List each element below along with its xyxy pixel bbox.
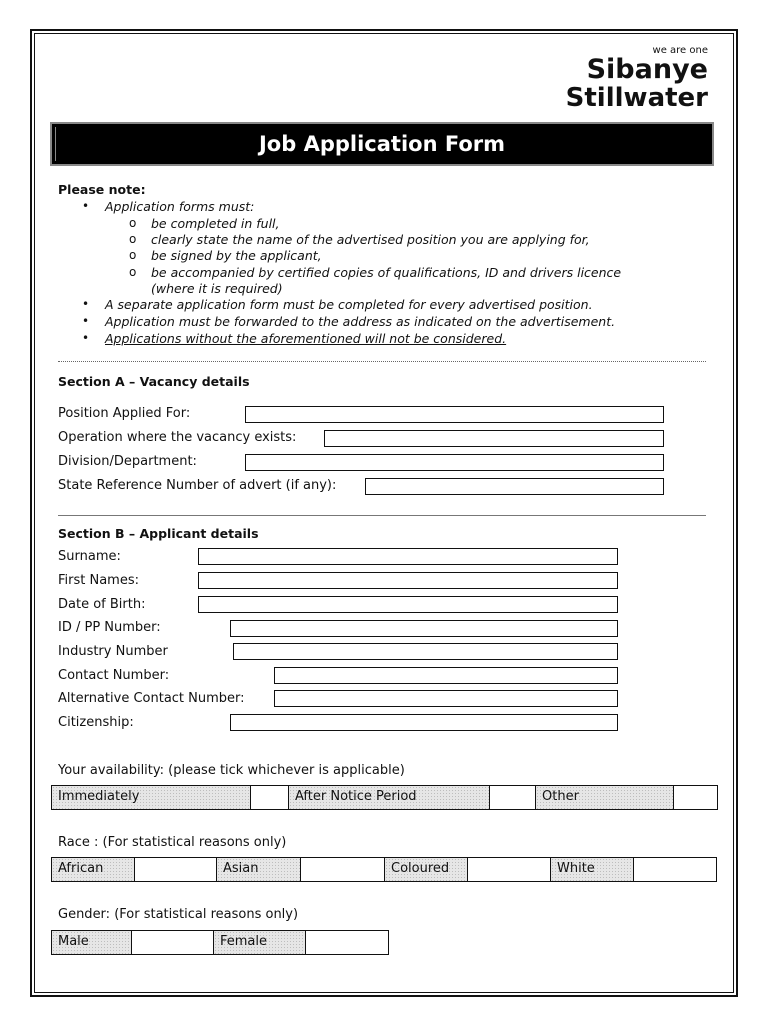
bullet-circle: o xyxy=(129,232,137,246)
race-coloured-label: Coloured xyxy=(385,858,468,881)
id-number-label: ID / PP Number: xyxy=(58,620,161,635)
availability-immediately-label: Immediately xyxy=(52,786,251,809)
divider xyxy=(58,361,706,362)
surname-label: Surname: xyxy=(58,549,121,564)
race-white-label: White xyxy=(551,858,634,881)
gender-question: Gender: (For statistical reasons only) xyxy=(58,907,299,922)
availability-question: Your availability: (please tick whichever is applicable) xyxy=(58,763,405,778)
division-label: Division/Department: xyxy=(58,454,197,469)
race-asian-checkbox[interactable] xyxy=(301,858,385,881)
race-coloured-checkbox[interactable] xyxy=(468,858,551,881)
availability-notice-label: After Notice Period xyxy=(289,786,490,809)
race-options xyxy=(51,857,717,882)
gender-male-label: Male xyxy=(52,931,132,954)
surname-input[interactable] xyxy=(198,548,618,565)
operation-label: Operation where the vacancy exists: xyxy=(58,430,297,445)
availability-immediately-checkbox[interactable] xyxy=(251,786,289,809)
race-african-label: African xyxy=(52,858,135,881)
logo-line1: Sibanye xyxy=(586,54,708,85)
citizenship-input[interactable] xyxy=(230,714,618,731)
divider xyxy=(58,515,706,516)
bullet-circle: o xyxy=(129,216,137,230)
section-b-heading: Section B – Applicant details xyxy=(58,526,259,541)
section-a-heading: Section A – Vacancy details xyxy=(58,374,250,389)
note-line: A separate application form must be completed for every advertised position. xyxy=(105,297,593,312)
operation-input[interactable] xyxy=(324,430,664,447)
bullet-circle: o xyxy=(129,248,137,262)
division-input[interactable] xyxy=(245,454,664,471)
bullet-dot: • xyxy=(82,331,90,345)
availability-other-label: Other xyxy=(536,786,674,809)
contact-number-input[interactable] xyxy=(274,667,618,684)
reference-label: State Reference Number of advert (if any): xyxy=(58,478,337,493)
bullet-dot: • xyxy=(82,314,90,328)
industry-number-label: Industry Number xyxy=(58,644,168,659)
dob-input[interactable] xyxy=(198,596,618,613)
availability-notice-checkbox[interactable] xyxy=(490,786,536,809)
dob-label: Date of Birth: xyxy=(58,597,146,612)
first-names-label: First Names: xyxy=(58,573,139,588)
reference-input[interactable] xyxy=(365,478,664,495)
note-line-warning: Applications without the aforementioned will not be considered. xyxy=(105,331,507,346)
contact-number-label: Contact Number: xyxy=(58,668,170,683)
race-asian-label: Asian xyxy=(217,858,301,881)
position-label: Position Applied For: xyxy=(58,406,191,421)
bullet-circle: o xyxy=(129,265,137,279)
gender-male-checkbox[interactable] xyxy=(132,931,214,954)
note-line: clearly state the name of the advertised position you are applying for, xyxy=(151,232,590,247)
position-input[interactable] xyxy=(245,406,664,423)
page-title: Job Application Form xyxy=(258,132,505,156)
note-line: be accompanied by certified copies of qualifications, ID and drivers licence xyxy=(151,265,622,280)
title-bar xyxy=(50,122,714,166)
gender-female-label: Female xyxy=(214,931,306,954)
bullet-dot: • xyxy=(82,297,90,311)
first-names-input[interactable] xyxy=(198,572,618,589)
race-white-checkbox[interactable] xyxy=(634,858,716,881)
note-line: Application forms must: xyxy=(105,199,255,214)
gender-female-checkbox[interactable] xyxy=(306,931,388,954)
availability-other-checkbox[interactable] xyxy=(674,786,717,809)
industry-number-input[interactable] xyxy=(233,643,618,660)
alt-contact-input[interactable] xyxy=(274,690,618,707)
note-line: Application must be forwarded to the address as indicated on the advertisement. xyxy=(105,314,616,329)
logo-line2: Stillwater xyxy=(565,83,708,110)
alt-contact-label: Alternative Contact Number: xyxy=(58,691,245,706)
note-heading: Please note: xyxy=(58,182,146,197)
company-logo xyxy=(530,42,712,110)
race-african-checkbox[interactable] xyxy=(135,858,217,881)
id-number-input[interactable] xyxy=(230,620,618,637)
note-line: (where it is required) xyxy=(151,281,283,296)
note-line: be completed in full, xyxy=(151,216,280,231)
availability-options xyxy=(51,785,718,810)
logo-tagline: we are one xyxy=(652,45,708,56)
citizenship-label: Citizenship: xyxy=(58,715,134,730)
race-question: Race : (For statistical reasons only) xyxy=(58,835,287,850)
gender-options xyxy=(51,930,389,955)
note-line: be signed by the applicant, xyxy=(151,248,322,263)
bullet-dot: • xyxy=(82,199,90,213)
